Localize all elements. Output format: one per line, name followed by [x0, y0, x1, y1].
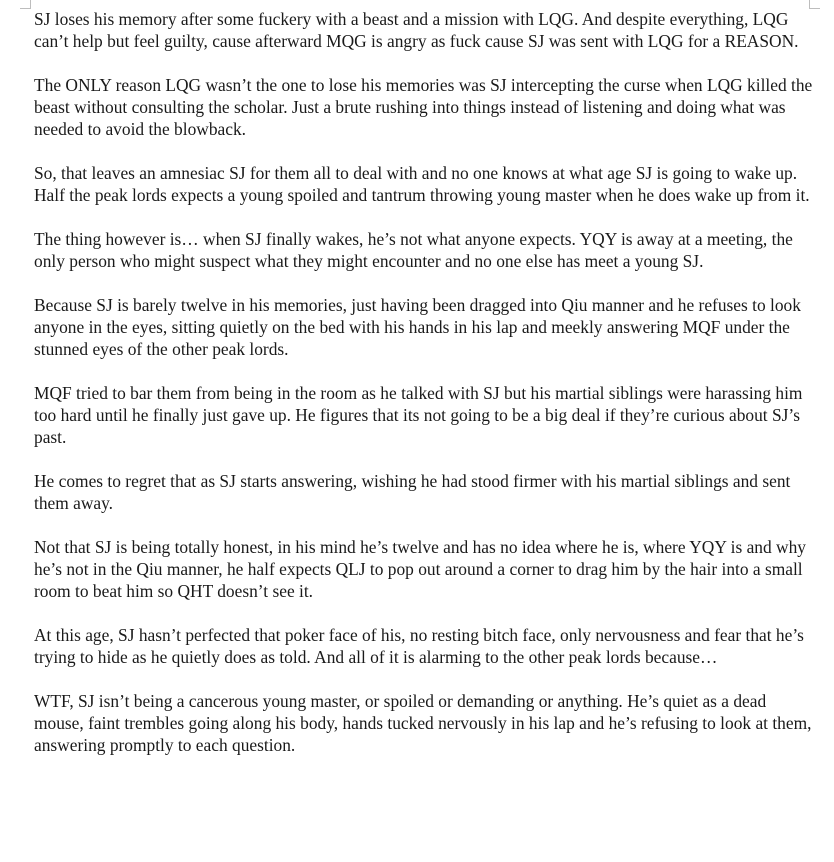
paragraph-9: At this age, SJ hasn’t perfected that poker face of his, no resting bitch face, only nervousness and fear that he’s trying to hide as he quietly does as told. And all of it is alarming to the other peak lords because… — [34, 625, 804, 667]
paragraph-3: So, that leaves an amnesiac SJ for them all to deal with and no one knows at what age SJ is going to wake up. Half the peak lords expects a young spoiled and tantrum throwing young master when he does wake up from it. — [34, 163, 810, 205]
paragraph-7: He comes to regret that as SJ starts answering, wishing he had stood firmer with his martial siblings and sent them away. — [34, 471, 791, 513]
paragraph-5: Because SJ is barely twelve in his memories, just having been dragged into Qiu manner and he refuses to look anyone in the eyes, sitting quietly on the bed with his hands in his lap and meekly answering MQF under the stunned eyes of the other peak lords. — [34, 295, 801, 359]
document-body[interactable] — [34, 8, 814, 778]
paragraph-10: WTF, SJ isn’t being a cancerous young master, or spoiled or demanding or anything. He’s quiet as a dead mouse, faint trembles going along his body, hands tucked nervously in his lap and he’s refusing to look at them, answering promptly to each question. — [34, 691, 812, 755]
paragraph-4: The thing however is… when SJ finally wakes, he’s not what anyone expects. YQY is away at a meeting, the only person who might suspect what they might encounter and no one else has meet a young SJ. — [34, 229, 793, 271]
margin-corner-mark-left — [20, 0, 31, 9]
paragraph-1: SJ loses his memory after some fuckery with a beast and a mission with LQG. And despite everything, LQG can’t help but feel guilty, cause afterward MQG is angry as fuck cause SJ was sent with LQG for a REASON. — [34, 9, 799, 51]
paragraph-8: Not that SJ is being totally honest, in his mind he’s twelve and has no idea where he is, where YQY is and why he’s not in the Qiu manner, he half expects QLJ to pop out around a corner to drag him by the hair into a small room to beat him so QHT doesn’t see it. — [34, 537, 806, 601]
paragraph-6: MQF tried to bar them from being in the room as he talked with SJ but his martial siblings were harassing him too hard until he finally just gave up. He figures that its not going to be a big deal if they’re curious about SJ’s past. — [34, 383, 803, 447]
paragraph-2: The ONLY reason LQG wasn’t the one to lose his memories was SJ intercepting the curse when LQG killed the beast without consulting the scholar. Just a brute rushing into things instead of listening and doing what was needed to avoid the blowback. — [34, 75, 813, 139]
